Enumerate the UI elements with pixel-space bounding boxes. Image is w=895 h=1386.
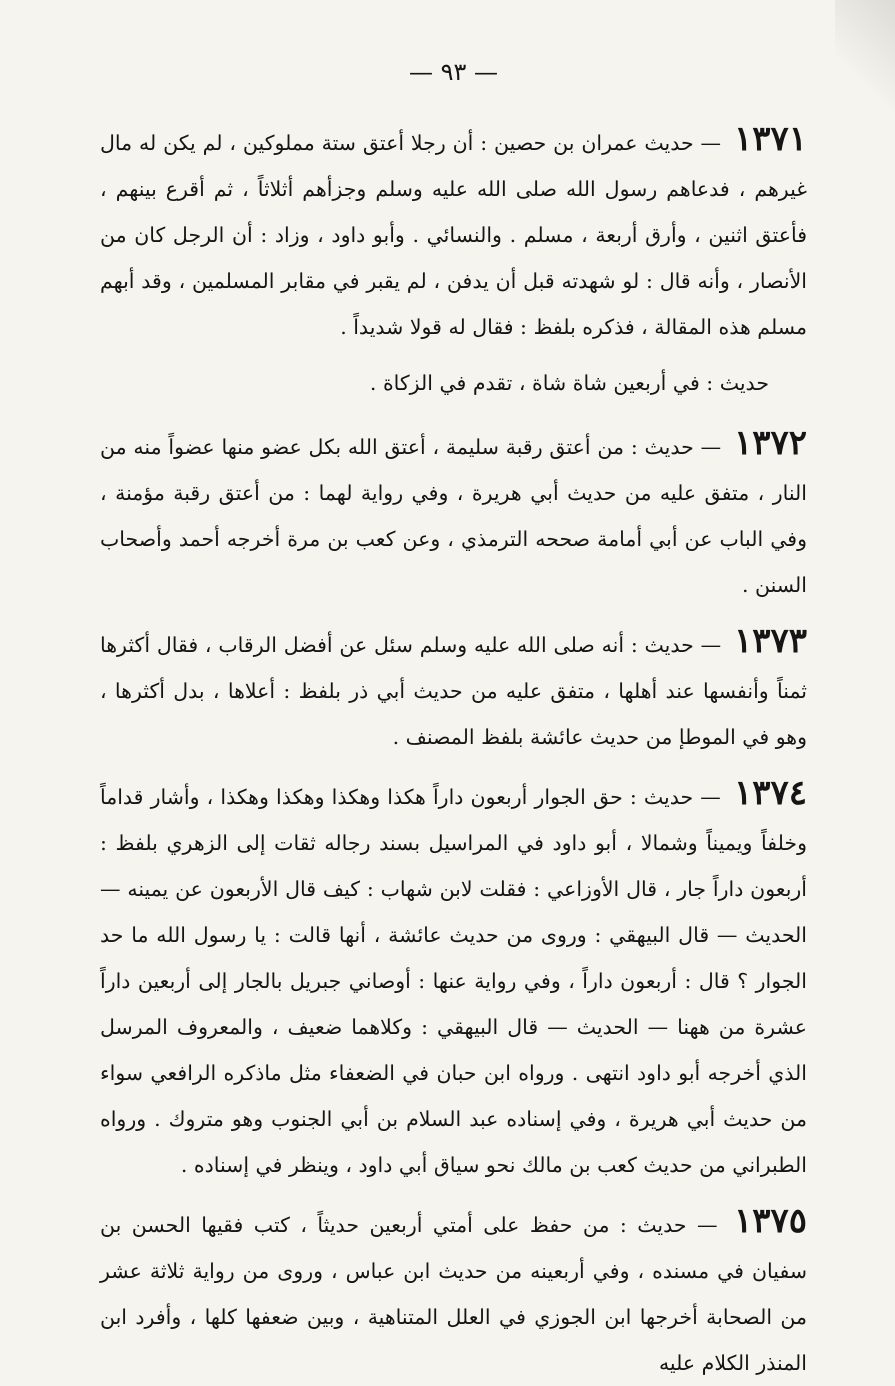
hadith-entry-1375 [100, 1198, 807, 1386]
entry-number: ١٣٧٢ [733, 423, 807, 463]
hadith-note-zakat [100, 360, 807, 406]
entry-text: — حديث : حق الجوار أربعون داراً هكذا وهكذا وهكذا وهكذا ، وأشار قداماً وخلفاً ويميناً وشمالا ، أبو داود في المراسيل بسند رجاله ثقات إلى الزهري بلفظ : أربعون داراً جار ، قال الأوزاعي : فقلت لابن شهاب : كيف قال الأربعون عن يمينه — الحديث — قال البيهقي : وروى من حديث عائشة ، أنها قالت : يا رسول الله ما حد الجوار ؟ قال : أربعون داراً ، وفي رواية عنها : أوصاني جبريل بالجار إلى أربعين داراً عشرة من ههنا — الحديث — قال البيهقي : وكلاهما ضعيف ، والمعروف المرسل الذي أخرجه أبو داود انتهى . ورواه ابن حبان في الضعفاء مثل ماذكره الرافعي سواء من حديث أبي هريرة ، وفي إسناده عبد السلام بن أبي الجنوب وهو متروك . ورواه الطبراني من حديث كعب بن مالك نحو سياق أبي داود ، وينظر في إسناده . [100, 785, 807, 1177]
entry-text: — حديث : أنه صلى الله عليه وسلم سئل عن أفضل الرقاب ، فقال أكثرها ثمناً وأنفسها عند أهلها ، متفق عليه من حديث أبي ذر بلفظ : أعلاها ، بدل أكثرها ، وهو في الموطإ من حديث عائشة بلفظ المصنف . [100, 633, 807, 749]
page-number: — ٩٣ — [408, 58, 499, 86]
entry-text: — حديث : من أعتق رقبة سليمة ، أعتق الله بكل عضو منها عضواً منه من النار ، متفق عليه من حديث أبي هريرة ، وفي رواية لهما : من أعتق رقبة مؤمنة ، وفي الباب عن أبي أمامة صححه الترمذي ، وعن كعب بن مرة أخرجه أحمد وأصحاب السنن . [100, 435, 807, 597]
entry-number: ١٣٧٣ [733, 621, 807, 661]
hadith-entry-1373 [100, 618, 807, 760]
hadith-entry-1372 [100, 420, 807, 608]
entry-paragraph [100, 770, 807, 1188]
hadith-entry-1371 [100, 116, 807, 350]
page-corner-shadow [835, 0, 895, 110]
entry-number: ١٣٧١ [733, 119, 807, 159]
entry-paragraph [100, 618, 807, 760]
entry-text: — حديث عمران بن حصين : أن رجلا أعتق ستة مملوكين ، لم يكن له مال غيرهم ، فدعاهم رسول الله صلى الله عليه وسلم وجزأهم أثلاثاً ، ثم أقرع بينهم ، فأعتق اثنين ، وأرق أربعة ، مسلم . والنسائي . وأبو داود ، وزاد : أن الرجل كان من الأنصار ، وأنه قال : لو شهدته قبل أن يدفن ، لم يقبر في مقابر المسلمين ، وقد أبهم مسلم هذه المقالة ، فذكره بلفظ : فقال له قولا شديداً . [100, 131, 807, 339]
entry-paragraph [100, 420, 807, 608]
entry-text: — حديث : من حفظ على أمتي أربعين حديثاً ، كتب فقيها الحسن بن سفيان في مسنده ، وفي أربعينه من حديث ابن عباس ، وروى من رواية ثلاثة عشر من الصحابة أخرجها ابن الجوزي في العلل المتناهية ، وبين ضعفها كلها ، وأفرد ابن المنذر الكلام عليه [100, 1213, 807, 1375]
note-text: حديث : في أربعين شاة شاة ، تقدم في الزكاة . [369, 371, 769, 395]
entry-paragraph [100, 116, 807, 350]
entry-number: ١٣٧٥ [733, 1201, 807, 1241]
entry-paragraph [100, 1198, 807, 1386]
hadith-entry-1374 [100, 770, 807, 1188]
entry-number: ١٣٧٤ [733, 773, 807, 813]
